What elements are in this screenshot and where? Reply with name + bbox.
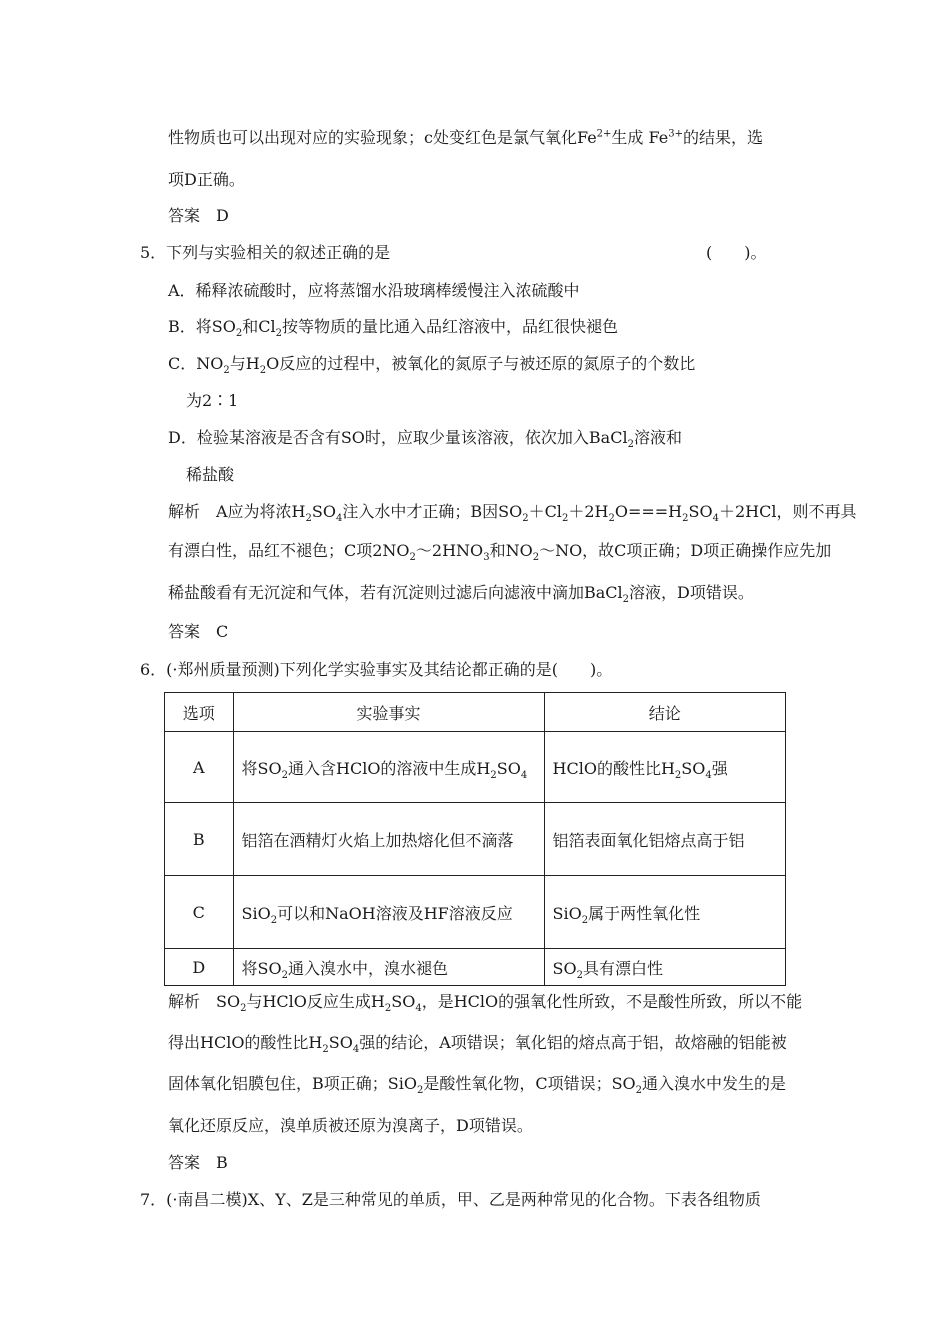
q5-option-b: B．将$SO_2$和$Cl_2$按等物质的量比通入品红溶液中，品红很快褪色 (168, 317, 618, 340)
q6-table (164, 692, 786, 986)
q5-analysis-line2: 有漂白性，品红不褪色；C项$2NO_2\sim 2HNO_3$和$NO_2\sim NO$，故C项正确；D项正确操作应先加 (168, 541, 832, 564)
row-conclusion: SiO$_2$属于两性氧化性 (544, 876, 785, 949)
q5-option-c-cont: 为2∶1 (186, 391, 239, 410)
q6-stem: 6．(·郑州质量预测)下列化学实验事实及其结论都正确的是( )。 (140, 660, 613, 679)
q6-analysis-line2: 得出HClO的酸性比$H_2SO_4$强的结论，A项错误；氧化铝的熔点高于铝，故熔融的铝能被 (168, 1033, 787, 1056)
row-option: B (165, 803, 234, 876)
q5-stem: 5．下列与实验相关的叙述正确的是 (140, 243, 391, 262)
table-header-row (165, 693, 786, 732)
row-option: C (165, 876, 234, 949)
q5-analysis-line3: 稀盐酸看有无沉淀和气体，若有沉淀则过滤后向滤液中滴加BaCl$_2$溶液，D项错误。 (168, 583, 754, 606)
q4-analysis-line1: 性物质也可以出现对应的实验现象；c处变红色是氯气氧化$Fe^{2+}$生成 $Fe^{3+}$的结果，选 (168, 128, 763, 147)
table-row (165, 876, 786, 949)
row-fact: 将$SO_2$通入含HClO的溶液中生成$H_2SO_4$ (233, 732, 544, 803)
row-conclusion: HClO的酸性比$H_2SO_4$强 (544, 732, 785, 803)
header-fact: 实验事实 (233, 693, 544, 732)
row-option: A (165, 732, 234, 803)
table-row (165, 949, 786, 986)
row-option: D (165, 949, 234, 986)
q5-answer: 答案 C (168, 622, 229, 641)
table-row (165, 732, 786, 803)
row-fact: SiO$_2$可以和NaOH溶液及HF溶液反应 (233, 876, 544, 949)
header-conclusion: 结论 (544, 693, 785, 732)
q6-answer: 答案 B (168, 1153, 228, 1172)
row-fact: 铝箔在酒精灯火焰上加热熔化但不滴落 (233, 803, 544, 876)
q5-analysis-line1: 解析 A应为将浓$H_2SO_4$注入水中才正确；B因$SO_2+Cl_2+2H_2O===H_2SO_4+2HCl$，则不再具 (168, 502, 857, 525)
q5-blank: ( )。 (706, 243, 767, 262)
header-option: 选项 (165, 693, 234, 732)
q4-answer: 答案 D (168, 206, 229, 225)
row-fact: 将$SO_2$通入溴水中，溴水褪色 (233, 949, 544, 986)
table-row (165, 803, 786, 876)
q7-stem: 7．(·南昌二模)X、Y、Z是三种常见的单质，甲、乙是两种常见的化合物。下表各组物质 (140, 1190, 761, 1209)
q6-analysis-line1: 解析 $SO_2$与HClO反应生成$H_2SO_4$，是HClO的强氧化性所致，不是酸性所致，所以不能 (168, 992, 803, 1015)
q5-option-d: D．检验某溶液是否含有SO时，应取少量该溶液，依次加入BaCl$_2$溶液和 (168, 428, 682, 451)
row-conclusion: 铝箔表面氧化铝熔点高于铝 (544, 803, 785, 876)
q6-analysis-line3: 固体氧化铝膜包住，B项正确；SiO$_2$是酸性氧化物，C项错误；$SO_2$通入溴水中发生的是 (168, 1074, 787, 1097)
q5-option-d-cont: 稀盐酸 (186, 465, 235, 484)
q4-analysis-line2: 项D正确。 (168, 170, 245, 189)
q5-option-c: C．$NO_2$与$H_2O$反应的过程中，被氧化的氮原子与被还原的氮原子的个数比 (168, 354, 696, 377)
q5-option-a: A．稀释浓硫酸时，应将蒸馏水沿玻璃棒缓慢注入浓硫酸中 (168, 281, 580, 300)
q6-analysis-line4: 氧化还原反应，溴单质被还原为溴离子，D项错误。 (168, 1116, 533, 1135)
row-conclusion: $SO_2$具有漂白性 (544, 949, 785, 986)
